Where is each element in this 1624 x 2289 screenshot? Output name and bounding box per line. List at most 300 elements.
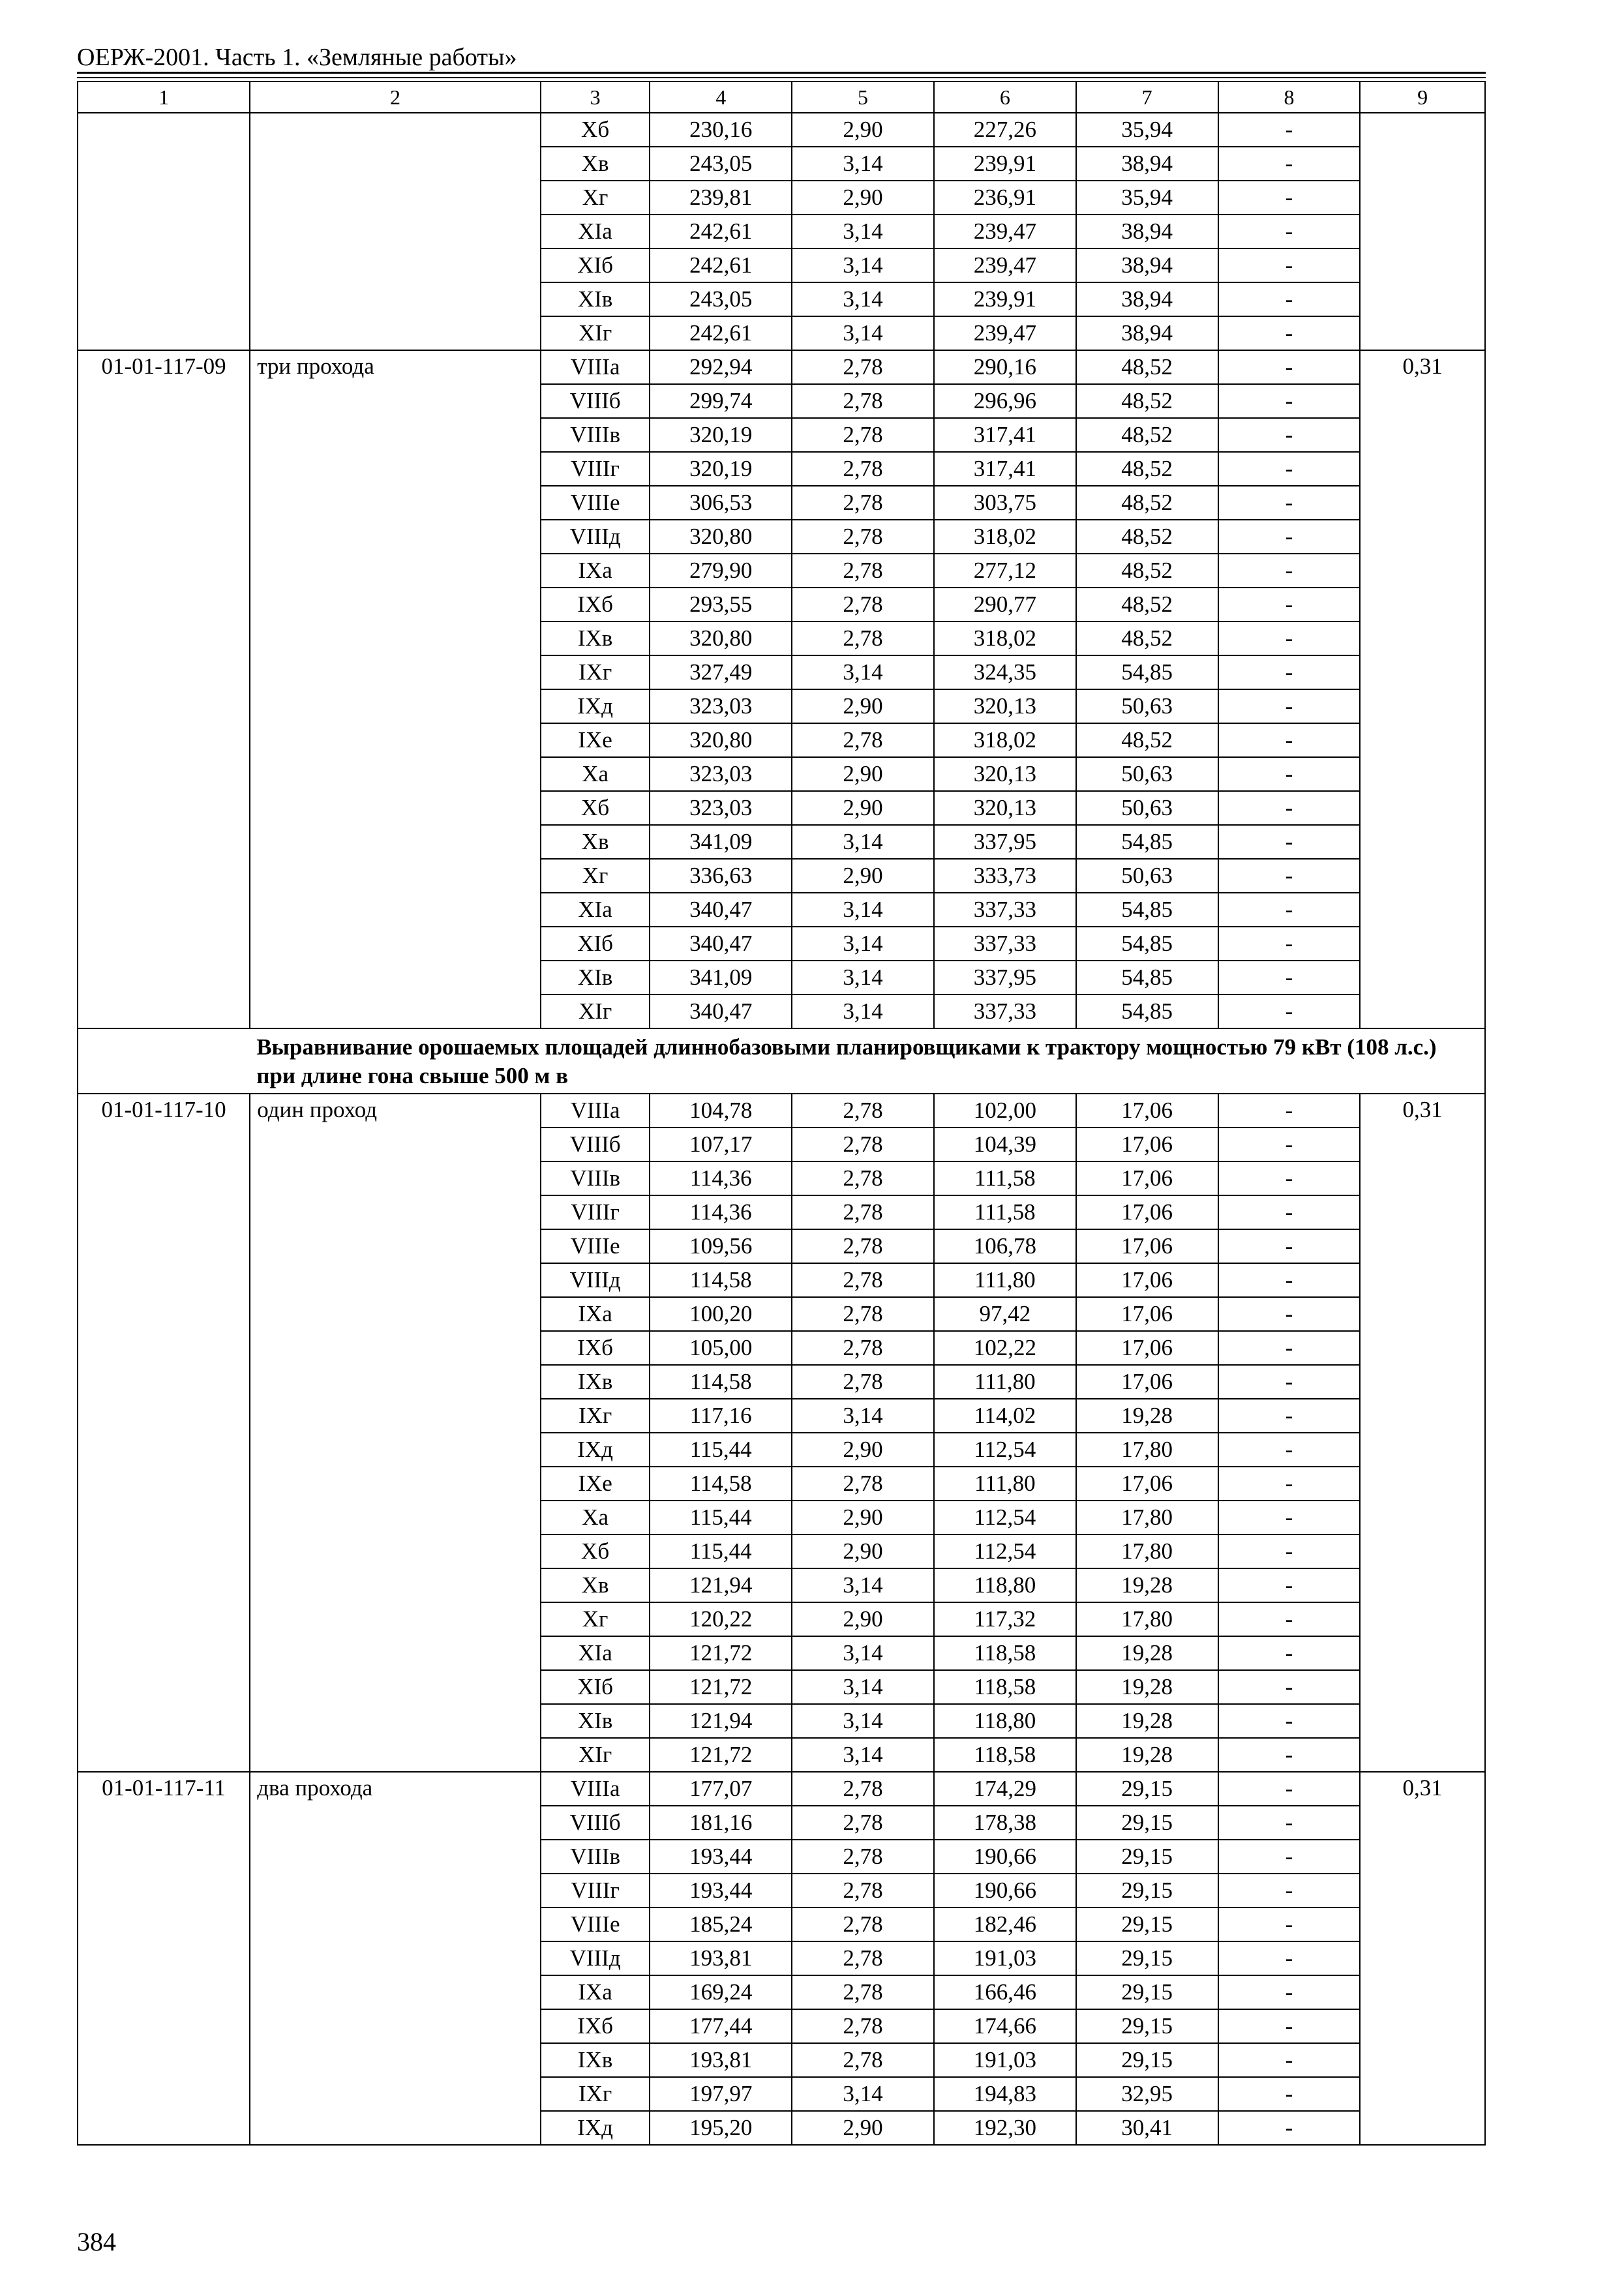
table-cell-col-3: IХв bbox=[541, 621, 650, 655]
table-cell-col-7: 29,15 bbox=[1076, 1908, 1218, 1941]
table-cell-col-4: 177,07 bbox=[650, 1772, 792, 1806]
section-title-spacer bbox=[78, 1028, 250, 1094]
table-cell-col-5: 2,90 bbox=[792, 1602, 934, 1636]
table-cell-col-8: - bbox=[1218, 1738, 1361, 1772]
table-cell-col-7: 48,52 bbox=[1076, 384, 1218, 418]
table-cell-col-5: 2,78 bbox=[792, 350, 934, 384]
table-cell-col-5: 2,90 bbox=[792, 757, 934, 791]
table-cell-col-8: - bbox=[1218, 1229, 1361, 1263]
table-cell-col-6: 337,33 bbox=[934, 995, 1076, 1028]
table-cell-col-8: - bbox=[1218, 2077, 1361, 2111]
table-cell-col-3: Хв bbox=[541, 1568, 650, 1602]
table-cell-col-7: 29,15 bbox=[1076, 2043, 1218, 2077]
table-cell-col-8: - bbox=[1218, 1602, 1361, 1636]
table-cell-col-5: 2,78 bbox=[792, 1128, 934, 1161]
table-cell-col-7: 50,63 bbox=[1076, 791, 1218, 825]
table-cell-col-5: 2,90 bbox=[792, 113, 934, 147]
table-cell-col-8: - bbox=[1218, 1806, 1361, 1840]
table-cell-col-7: 29,15 bbox=[1076, 1874, 1218, 1908]
table-cell-col-6: 318,02 bbox=[934, 520, 1076, 554]
column-number: 3 bbox=[541, 82, 650, 113]
table-cell-col-5: 3,14 bbox=[792, 893, 934, 927]
table-cell-col-6: 190,66 bbox=[934, 1874, 1076, 1908]
table-cell-col-7: 54,85 bbox=[1076, 995, 1218, 1028]
table-cell-col-5: 2,78 bbox=[792, 1874, 934, 1908]
table-cell-col-7: 19,28 bbox=[1076, 1636, 1218, 1670]
table-cell-col-4: 340,47 bbox=[650, 893, 792, 927]
table-cell-col-7: 19,28 bbox=[1076, 1738, 1218, 1772]
table-cell-col-8: - bbox=[1218, 621, 1361, 655]
column-number: 1 bbox=[78, 82, 250, 113]
table-cell-col-7: 48,52 bbox=[1076, 452, 1218, 486]
table-row bbox=[78, 113, 1485, 147]
table-cell-col-8: - bbox=[1218, 757, 1361, 791]
table-cell-col-6: 320,13 bbox=[934, 757, 1076, 791]
table-cell-col-4: 121,94 bbox=[650, 1568, 792, 1602]
table-cell-col-5: 2,78 bbox=[792, 1263, 934, 1297]
table-cell-col-8: - bbox=[1218, 1161, 1361, 1195]
table-cell-col-6: 320,13 bbox=[934, 689, 1076, 723]
table-cell-col-4: 327,49 bbox=[650, 655, 792, 689]
table-cell-col-3: VIIIе bbox=[541, 486, 650, 520]
table-cell-col-3: IХа bbox=[541, 1297, 650, 1331]
header-rule bbox=[77, 72, 1486, 74]
table-cell-col-3: IХа bbox=[541, 1975, 650, 2009]
column-number: 6 bbox=[934, 82, 1076, 113]
table-cell-col-6: 111,80 bbox=[934, 1263, 1076, 1297]
table-cell-col-6: 118,58 bbox=[934, 1738, 1076, 1772]
table-cell-col-7: 32,95 bbox=[1076, 2077, 1218, 2111]
table-cell-col-3: IХа bbox=[541, 554, 650, 588]
table-cell-col-4: 336,63 bbox=[650, 859, 792, 893]
table-cell-col-6: 239,47 bbox=[934, 215, 1076, 248]
table-cell-col-3: VIIIб bbox=[541, 1128, 650, 1161]
table-cell-col-6: 111,80 bbox=[934, 1365, 1076, 1399]
table-cell-col-3: Хг bbox=[541, 1602, 650, 1636]
table-cell-col-4: 243,05 bbox=[650, 147, 792, 181]
table-cell-col-8: - bbox=[1218, 1636, 1361, 1670]
table-cell-col-3: IХд bbox=[541, 689, 650, 723]
table-cell-col-8: - bbox=[1218, 418, 1361, 452]
table-cell-col-5: 2,78 bbox=[792, 418, 934, 452]
table-cell-col-7: 54,85 bbox=[1076, 927, 1218, 961]
table-cell-col-4: 193,81 bbox=[650, 1941, 792, 1975]
rate-code-cell bbox=[78, 113, 250, 350]
table-cell-col-3: VIIIг bbox=[541, 452, 650, 486]
table-cell-col-8: - bbox=[1218, 1501, 1361, 1534]
table-cell-col-5: 2,78 bbox=[792, 2043, 934, 2077]
coefficient-cell bbox=[1360, 113, 1485, 350]
column-number: 2 bbox=[250, 82, 541, 113]
table-cell-col-8: - bbox=[1218, 1094, 1361, 1128]
table-cell-col-5: 3,14 bbox=[792, 1636, 934, 1670]
table-cell-col-4: 115,44 bbox=[650, 1534, 792, 1568]
table-cell-col-7: 35,94 bbox=[1076, 113, 1218, 147]
table-cell-col-4: 114,36 bbox=[650, 1161, 792, 1195]
table-cell-col-8: - bbox=[1218, 927, 1361, 961]
table-cell-col-6: 290,77 bbox=[934, 588, 1076, 621]
rate-code-cell: 01-01-117-09 bbox=[78, 350, 250, 1028]
table-cell-col-7: 29,15 bbox=[1076, 1975, 1218, 2009]
table-cell-col-5: 2,78 bbox=[792, 1975, 934, 2009]
table-row bbox=[78, 1772, 1485, 1806]
table-cell-col-5: 2,78 bbox=[792, 1467, 934, 1501]
section-title: Выравнивание орошаемых площадей длиннобазовыми планировщиками к трактору мощностью 79 кВт (108 л.с.) при длине гона свыше 500 м в bbox=[250, 1028, 1485, 1094]
header-rule-thin bbox=[77, 77, 1486, 78]
table-cell-col-4: 121,72 bbox=[650, 1636, 792, 1670]
table-cell-col-5: 3,14 bbox=[792, 147, 934, 181]
table-cell-col-6: 111,58 bbox=[934, 1161, 1076, 1195]
table-cell-col-8: - bbox=[1218, 1772, 1361, 1806]
table-cell-col-3: Ха bbox=[541, 757, 650, 791]
table-cell-col-6: 190,66 bbox=[934, 1840, 1076, 1874]
table-cell-col-4: 299,74 bbox=[650, 384, 792, 418]
table-cell-col-5: 2,90 bbox=[792, 859, 934, 893]
table-cell-col-3: VIIIв bbox=[541, 1161, 650, 1195]
coefficient-cell: 0,31 bbox=[1360, 350, 1485, 1028]
table-cell-col-4: 323,03 bbox=[650, 791, 792, 825]
coefficient-cell: 0,31 bbox=[1360, 1094, 1485, 1772]
table-cell-col-7: 29,15 bbox=[1076, 1772, 1218, 1806]
table-cell-col-6: 318,02 bbox=[934, 621, 1076, 655]
table-cell-col-7: 17,06 bbox=[1076, 1365, 1218, 1399]
table-cell-col-3: VIIIб bbox=[541, 1806, 650, 1840]
table-cell-col-7: 19,28 bbox=[1076, 1704, 1218, 1738]
table-cell-col-3: ХIб bbox=[541, 1670, 650, 1704]
table-cell-col-6: 303,75 bbox=[934, 486, 1076, 520]
table-cell-col-7: 19,28 bbox=[1076, 1568, 1218, 1602]
table-cell-col-7: 17,80 bbox=[1076, 1534, 1218, 1568]
table-cell-col-4: 115,44 bbox=[650, 1501, 792, 1534]
table-cell-col-5: 3,14 bbox=[792, 927, 934, 961]
table-cell-col-6: 337,95 bbox=[934, 961, 1076, 995]
table-cell-col-5: 2,90 bbox=[792, 1501, 934, 1534]
table-cell-col-8: - bbox=[1218, 1534, 1361, 1568]
table-cell-col-7: 17,80 bbox=[1076, 1501, 1218, 1534]
table-cell-col-7: 29,15 bbox=[1076, 1806, 1218, 1840]
table-cell-col-6: 333,73 bbox=[934, 859, 1076, 893]
table-cell-col-4: 243,05 bbox=[650, 282, 792, 316]
table-cell-col-7: 54,85 bbox=[1076, 961, 1218, 995]
table-cell-col-5: 2,78 bbox=[792, 1161, 934, 1195]
table-cell-col-6: 111,80 bbox=[934, 1467, 1076, 1501]
table-cell-col-8: - bbox=[1218, 520, 1361, 554]
table-cell-col-4: 341,09 bbox=[650, 961, 792, 995]
table-cell-col-5: 2,78 bbox=[792, 486, 934, 520]
table-cell-col-6: 102,00 bbox=[934, 1094, 1076, 1128]
table-cell-col-5: 3,14 bbox=[792, 248, 934, 282]
table-cell-col-8: - bbox=[1218, 2043, 1361, 2077]
table-cell-col-7: 38,94 bbox=[1076, 282, 1218, 316]
table-cell-col-3: VIIIв bbox=[541, 418, 650, 452]
table-cell-col-8: - bbox=[1218, 689, 1361, 723]
table-cell-col-5: 2,78 bbox=[792, 452, 934, 486]
table-cell-col-8: - bbox=[1218, 2009, 1361, 2043]
table-cell-col-5: 3,14 bbox=[792, 2077, 934, 2111]
table-cell-col-8: - bbox=[1218, 723, 1361, 757]
table-cell-col-3: IХв bbox=[541, 1365, 650, 1399]
table-cell-col-6: 239,47 bbox=[934, 248, 1076, 282]
table-cell-col-8: - bbox=[1218, 1297, 1361, 1331]
table-cell-col-5: 2,78 bbox=[792, 2009, 934, 2043]
table-cell-col-3: IХг bbox=[541, 1399, 650, 1433]
table-cell-col-6: 317,41 bbox=[934, 452, 1076, 486]
table-cell-col-3: Хг bbox=[541, 181, 650, 215]
table-cell-col-4: 185,24 bbox=[650, 1908, 792, 1941]
table-cell-col-6: 174,29 bbox=[934, 1772, 1076, 1806]
table-cell-col-8: - bbox=[1218, 1128, 1361, 1161]
table-cell-col-4: 195,20 bbox=[650, 2111, 792, 2145]
table-cell-col-4: 115,44 bbox=[650, 1433, 792, 1467]
table-cell-col-5: 2,78 bbox=[792, 621, 934, 655]
table-cell-col-4: 181,16 bbox=[650, 1806, 792, 1840]
table-cell-col-3: IХб bbox=[541, 2009, 650, 2043]
table-cell-col-3: Хб bbox=[541, 1534, 650, 1568]
table-cell-col-6: 191,03 bbox=[934, 1941, 1076, 1975]
table-cell-col-8: - bbox=[1218, 350, 1361, 384]
rate-code-cell: 01-01-117-11 bbox=[78, 1772, 250, 2145]
table-cell-col-5: 2,78 bbox=[792, 384, 934, 418]
table-cell-col-7: 48,52 bbox=[1076, 723, 1218, 757]
table-cell-col-4: 293,55 bbox=[650, 588, 792, 621]
table-cell-col-4: 323,03 bbox=[650, 689, 792, 723]
table-cell-col-6: 337,95 bbox=[934, 825, 1076, 859]
table-cell-col-4: 340,47 bbox=[650, 927, 792, 961]
table-cell-col-7: 48,52 bbox=[1076, 554, 1218, 588]
table-cell-col-8: - bbox=[1218, 1568, 1361, 1602]
table-cell-col-6: 111,58 bbox=[934, 1195, 1076, 1229]
table-row bbox=[78, 350, 1485, 384]
section-title-row bbox=[78, 1028, 1485, 1094]
table-cell-col-4: 292,94 bbox=[650, 350, 792, 384]
table-cell-col-8: - bbox=[1218, 147, 1361, 181]
table-cell-col-6: 239,47 bbox=[934, 316, 1076, 350]
table-cell-col-7: 48,52 bbox=[1076, 486, 1218, 520]
table-cell-col-5: 3,14 bbox=[792, 282, 934, 316]
table-cell-col-7: 17,06 bbox=[1076, 1297, 1218, 1331]
table-cell-col-5: 2,78 bbox=[792, 1229, 934, 1263]
table-cell-col-7: 48,52 bbox=[1076, 350, 1218, 384]
table-cell-col-4: 341,09 bbox=[650, 825, 792, 859]
table-cell-col-6: 178,38 bbox=[934, 1806, 1076, 1840]
table-cell-col-4: 242,61 bbox=[650, 215, 792, 248]
table-cell-col-7: 54,85 bbox=[1076, 893, 1218, 927]
table-cell-col-5: 2,78 bbox=[792, 1297, 934, 1331]
table-cell-col-7: 48,52 bbox=[1076, 621, 1218, 655]
table-cell-col-3: IХе bbox=[541, 723, 650, 757]
table-cell-col-3: ХIв bbox=[541, 1704, 650, 1738]
table-cell-col-8: - bbox=[1218, 1195, 1361, 1229]
table-cell-col-7: 50,63 bbox=[1076, 757, 1218, 791]
table-cell-col-3: VIIIг bbox=[541, 1195, 650, 1229]
table-cell-col-8: - bbox=[1218, 282, 1361, 316]
table-cell-col-4: 320,19 bbox=[650, 418, 792, 452]
table-cell-col-3: IХг bbox=[541, 2077, 650, 2111]
table-cell-col-3: VIIIд bbox=[541, 1263, 650, 1297]
table-cell-col-3: IХб bbox=[541, 1331, 650, 1365]
table-cell-col-4: 120,22 bbox=[650, 1602, 792, 1636]
table-cell-col-5: 2,90 bbox=[792, 689, 934, 723]
table-cell-col-3: ХIа bbox=[541, 1636, 650, 1670]
table-cell-col-6: 106,78 bbox=[934, 1229, 1076, 1263]
table-cell-col-5: 2,90 bbox=[792, 1534, 934, 1568]
table-cell-col-8: - bbox=[1218, 1670, 1361, 1704]
table-cell-col-3: IХд bbox=[541, 1433, 650, 1467]
table-cell-col-6: 277,12 bbox=[934, 554, 1076, 588]
table-cell-col-3: IХд bbox=[541, 2111, 650, 2145]
table-cell-col-5: 2,78 bbox=[792, 1331, 934, 1365]
table-cell-col-7: 30,41 bbox=[1076, 2111, 1218, 2145]
table-cell-col-4: 177,44 bbox=[650, 2009, 792, 2043]
rate-name-cell: два прохода bbox=[250, 1772, 541, 2145]
table-cell-col-8: - bbox=[1218, 1365, 1361, 1399]
table-cell-col-3: VIIIа bbox=[541, 1094, 650, 1128]
column-number: 4 bbox=[650, 82, 792, 113]
coefficient-cell: 0,31 bbox=[1360, 1772, 1485, 2145]
table-cell-col-7: 54,85 bbox=[1076, 825, 1218, 859]
rates-table bbox=[77, 81, 1486, 2146]
table-cell-col-6: 192,30 bbox=[934, 2111, 1076, 2145]
table-cell-col-5: 2,90 bbox=[792, 2111, 934, 2145]
table-cell-col-6: 114,02 bbox=[934, 1399, 1076, 1433]
table-cell-col-8: - bbox=[1218, 554, 1361, 588]
table-cell-col-7: 38,94 bbox=[1076, 248, 1218, 282]
table-cell-col-4: 121,72 bbox=[650, 1738, 792, 1772]
table-cell-col-7: 17,06 bbox=[1076, 1094, 1218, 1128]
table-cell-col-5: 3,14 bbox=[792, 655, 934, 689]
table-cell-col-7: 17,06 bbox=[1076, 1263, 1218, 1297]
table-cell-col-6: 112,54 bbox=[934, 1534, 1076, 1568]
table-cell-col-3: VIIIе bbox=[541, 1229, 650, 1263]
table-cell-col-4: 279,90 bbox=[650, 554, 792, 588]
table-cell-col-3: IХг bbox=[541, 655, 650, 689]
table-cell-col-7: 54,85 bbox=[1076, 655, 1218, 689]
table-cell-col-5: 2,78 bbox=[792, 588, 934, 621]
table-cell-col-7: 29,15 bbox=[1076, 2009, 1218, 2043]
table-cell-col-4: 114,36 bbox=[650, 1195, 792, 1229]
table-cell-col-8: - bbox=[1218, 1840, 1361, 1874]
table-cell-col-8: - bbox=[1218, 961, 1361, 995]
table-cell-col-8: - bbox=[1218, 486, 1361, 520]
table-cell-col-8: - bbox=[1218, 1331, 1361, 1365]
table-cell-col-5: 3,14 bbox=[792, 995, 934, 1028]
table-cell-col-5: 3,14 bbox=[792, 1568, 934, 1602]
table-cell-col-4: 320,80 bbox=[650, 723, 792, 757]
table-cell-col-4: 121,94 bbox=[650, 1704, 792, 1738]
table-cell-col-5: 3,14 bbox=[792, 961, 934, 995]
table-cell-col-3: VIIIб bbox=[541, 384, 650, 418]
table-cell-col-5: 2,90 bbox=[792, 181, 934, 215]
table-cell-col-3: IХе bbox=[541, 1467, 650, 1501]
rate-code-cell: 01-01-117-10 bbox=[78, 1094, 250, 1772]
table-cell-col-3: IХв bbox=[541, 2043, 650, 2077]
table-cell-col-8: - bbox=[1218, 215, 1361, 248]
column-number-row bbox=[78, 82, 1485, 113]
table-cell-col-3: Хв bbox=[541, 825, 650, 859]
table-cell-col-3: ХIб bbox=[541, 927, 650, 961]
table-cell-col-5: 2,78 bbox=[792, 1772, 934, 1806]
table-cell-col-6: 290,16 bbox=[934, 350, 1076, 384]
table-cell-col-7: 48,52 bbox=[1076, 520, 1218, 554]
table-cell-col-3: ХIг bbox=[541, 995, 650, 1028]
table-cell-col-6: 324,35 bbox=[934, 655, 1076, 689]
rate-name-cell: один проход bbox=[250, 1094, 541, 1772]
table-cell-col-8: - bbox=[1218, 384, 1361, 418]
table-cell-col-3: ХIа bbox=[541, 893, 650, 927]
table-cell-col-8: - bbox=[1218, 1399, 1361, 1433]
table-cell-col-4: 105,00 bbox=[650, 1331, 792, 1365]
table-cell-col-7: 19,28 bbox=[1076, 1399, 1218, 1433]
table-cell-col-5: 2,78 bbox=[792, 1365, 934, 1399]
table-cell-col-5: 2,78 bbox=[792, 1840, 934, 1874]
table-cell-col-5: 2,78 bbox=[792, 1094, 934, 1128]
table-cell-col-7: 17,06 bbox=[1076, 1161, 1218, 1195]
table-cell-col-4: 320,80 bbox=[650, 520, 792, 554]
table-cell-col-4: 193,44 bbox=[650, 1874, 792, 1908]
table-cell-col-7: 38,94 bbox=[1076, 215, 1218, 248]
table-cell-col-5: 2,78 bbox=[792, 1908, 934, 1941]
table-cell-col-3: Хб bbox=[541, 113, 650, 147]
table-cell-col-6: 174,66 bbox=[934, 2009, 1076, 2043]
table-cell-col-3: ХIа bbox=[541, 215, 650, 248]
table-cell-col-6: 236,91 bbox=[934, 181, 1076, 215]
table-cell-col-4: 230,16 bbox=[650, 113, 792, 147]
table-cell-col-3: Хг bbox=[541, 859, 650, 893]
column-number: 5 bbox=[792, 82, 934, 113]
table-cell-col-4: 340,47 bbox=[650, 995, 792, 1028]
table-cell-col-7: 50,63 bbox=[1076, 859, 1218, 893]
table-cell-col-5: 3,14 bbox=[792, 316, 934, 350]
table-cell-col-7: 17,06 bbox=[1076, 1128, 1218, 1161]
table-cell-col-3: ХIв bbox=[541, 282, 650, 316]
table-cell-col-4: 114,58 bbox=[650, 1365, 792, 1399]
table-cell-col-8: - bbox=[1218, 791, 1361, 825]
table-cell-col-6: 118,80 bbox=[934, 1704, 1076, 1738]
table-cell-col-8: - bbox=[1218, 452, 1361, 486]
table-cell-col-7: 48,52 bbox=[1076, 418, 1218, 452]
table-cell-col-5: 3,14 bbox=[792, 1399, 934, 1433]
table-cell-col-7: 17,06 bbox=[1076, 1331, 1218, 1365]
table-cell-col-3: ХIг bbox=[541, 1738, 650, 1772]
table-cell-col-4: 117,16 bbox=[650, 1399, 792, 1433]
table-cell-col-3: Хв bbox=[541, 147, 650, 181]
table-cell-col-4: 121,72 bbox=[650, 1670, 792, 1704]
table-cell-col-4: 169,24 bbox=[650, 1975, 792, 2009]
table-cell-col-4: 242,61 bbox=[650, 316, 792, 350]
table-cell-col-6: 239,91 bbox=[934, 147, 1076, 181]
table-cell-col-8: - bbox=[1218, 825, 1361, 859]
table-cell-col-4: 107,17 bbox=[650, 1128, 792, 1161]
table-cell-col-5: 3,14 bbox=[792, 1738, 934, 1772]
rate-name-cell bbox=[250, 113, 541, 350]
table-cell-col-7: 17,06 bbox=[1076, 1467, 1218, 1501]
table-cell-col-7: 17,06 bbox=[1076, 1229, 1218, 1263]
table-cell-col-4: 114,58 bbox=[650, 1467, 792, 1501]
table-cell-col-4: 100,20 bbox=[650, 1297, 792, 1331]
table-cell-col-8: - bbox=[1218, 995, 1361, 1028]
table-cell-col-8: - bbox=[1218, 588, 1361, 621]
table-cell-col-7: 17,80 bbox=[1076, 1602, 1218, 1636]
table-body bbox=[78, 113, 1485, 2145]
page-header-title: ОЕРЖ-2001. Часть 1. «Земляные работы» bbox=[77, 44, 517, 71]
table-cell-col-6: 97,42 bbox=[934, 1297, 1076, 1331]
table-cell-col-4: 239,81 bbox=[650, 181, 792, 215]
table-cell-col-7: 35,94 bbox=[1076, 181, 1218, 215]
table-cell-col-6: 337,33 bbox=[934, 893, 1076, 927]
table-cell-col-4: 320,80 bbox=[650, 621, 792, 655]
table-cell-col-3: VIIIа bbox=[541, 1772, 650, 1806]
table-cell-col-6: 117,32 bbox=[934, 1602, 1076, 1636]
